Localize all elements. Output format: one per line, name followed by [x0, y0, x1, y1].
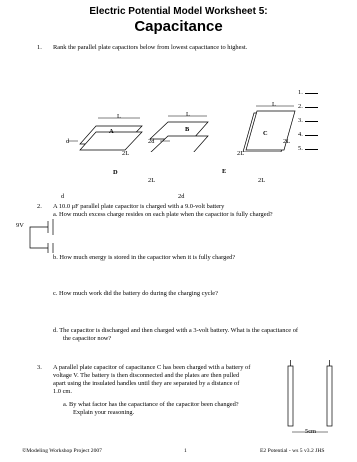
separated-plates-diagram	[270, 360, 357, 438]
capacitor-d-side-label: 2L	[148, 177, 156, 184]
battery-label: 9V	[16, 222, 24, 229]
battery-circuit-diagram	[0, 213, 357, 255]
q2-part-c: c. How much work did the battery do during the charging cycle?	[53, 290, 218, 297]
q3-line4: 1.0 cm.	[53, 388, 72, 395]
capacitor-d-label: D	[113, 169, 118, 176]
capacitor-c-side-label: 2L	[283, 138, 291, 145]
page-number: 1	[184, 448, 187, 454]
footer-copyright: ©Modeling Workshop Project 2007	[22, 448, 102, 454]
capacitor-c	[243, 111, 295, 152]
q2-part-d-line1: d. The capacitor is discharged and then charged with a 3-volt battery. What is the capacitance of	[53, 327, 299, 334]
answer-line-4[interactable]: 4.	[298, 129, 318, 138]
capacitor-c-length-label: L	[272, 101, 276, 108]
capacitor-c-label: C	[263, 130, 268, 137]
q2-text: A 10.0 μF parallel plate capacitor is charged with a 9.0-volt battery	[53, 203, 225, 210]
plate-gap-label: 5cm	[305, 428, 317, 435]
q2-number: 2.	[37, 203, 42, 210]
q1-text: Rank the parallel plate capacitors below from lowest capacitance to highest.	[53, 44, 248, 51]
q3-line1: A parallel plate capacitor of capacitance C has been charged with a battery of	[53, 364, 251, 371]
capacitor-b	[150, 122, 208, 152]
answer-line-5[interactable]: 5.	[298, 143, 318, 152]
capacitor-e-gap-label: 2d	[178, 193, 185, 200]
footer-version: E2 Potential - ws 5 v3.2 JHS	[260, 448, 325, 454]
capacitor-d-length-label: 2L	[122, 150, 130, 157]
answer-line-1[interactable]: 1.	[298, 87, 318, 96]
answer-line-3[interactable]: 3.	[298, 115, 318, 124]
capacitor-b-label: B	[185, 126, 190, 133]
capacitor-e-length-label: 2L	[237, 150, 245, 157]
capacitor-b-length-label: L	[186, 111, 190, 118]
capacitor-b-gap-label: 2d	[148, 138, 155, 145]
q3-part-a-line1: a. By what factor has the capacitance of the capacitor been changed?	[63, 401, 239, 408]
q1-number: 1.	[37, 44, 42, 51]
q2-part-d-line2: the capacitor now?	[63, 335, 112, 342]
q3-number: 3.	[37, 364, 42, 371]
q2-part-b: b. How much energy is stored in the capacitor when it is fully charged?	[53, 254, 236, 261]
q3-part-a-line2: Explain your reasoning.	[73, 409, 135, 416]
q2-part-a: a. How much excess charge resides on each plate when the capacitor is fully charged?	[53, 211, 273, 218]
capacitor-e-side-label: 2L	[258, 177, 266, 184]
capacitor-a-length-label: L	[117, 113, 121, 120]
answer-line-2[interactable]: 2.	[298, 101, 318, 110]
capacitor-e-label: E	[222, 168, 227, 175]
capacitor-a-gap-label: d	[66, 138, 70, 145]
worksheet-title: Electric Potential Model Worksheet 5:	[89, 6, 268, 17]
worksheet-subtitle: Capacitance	[134, 18, 223, 35]
capacitor-a-label: A	[109, 128, 114, 135]
q3-line3: apart using the insulated handles until they are separated by a distance of	[53, 380, 240, 387]
q3-line2: voltage V. The battery is then disconnected and the plates are then pulled	[53, 372, 240, 379]
capacitor-d-gap-label: d	[61, 193, 65, 200]
